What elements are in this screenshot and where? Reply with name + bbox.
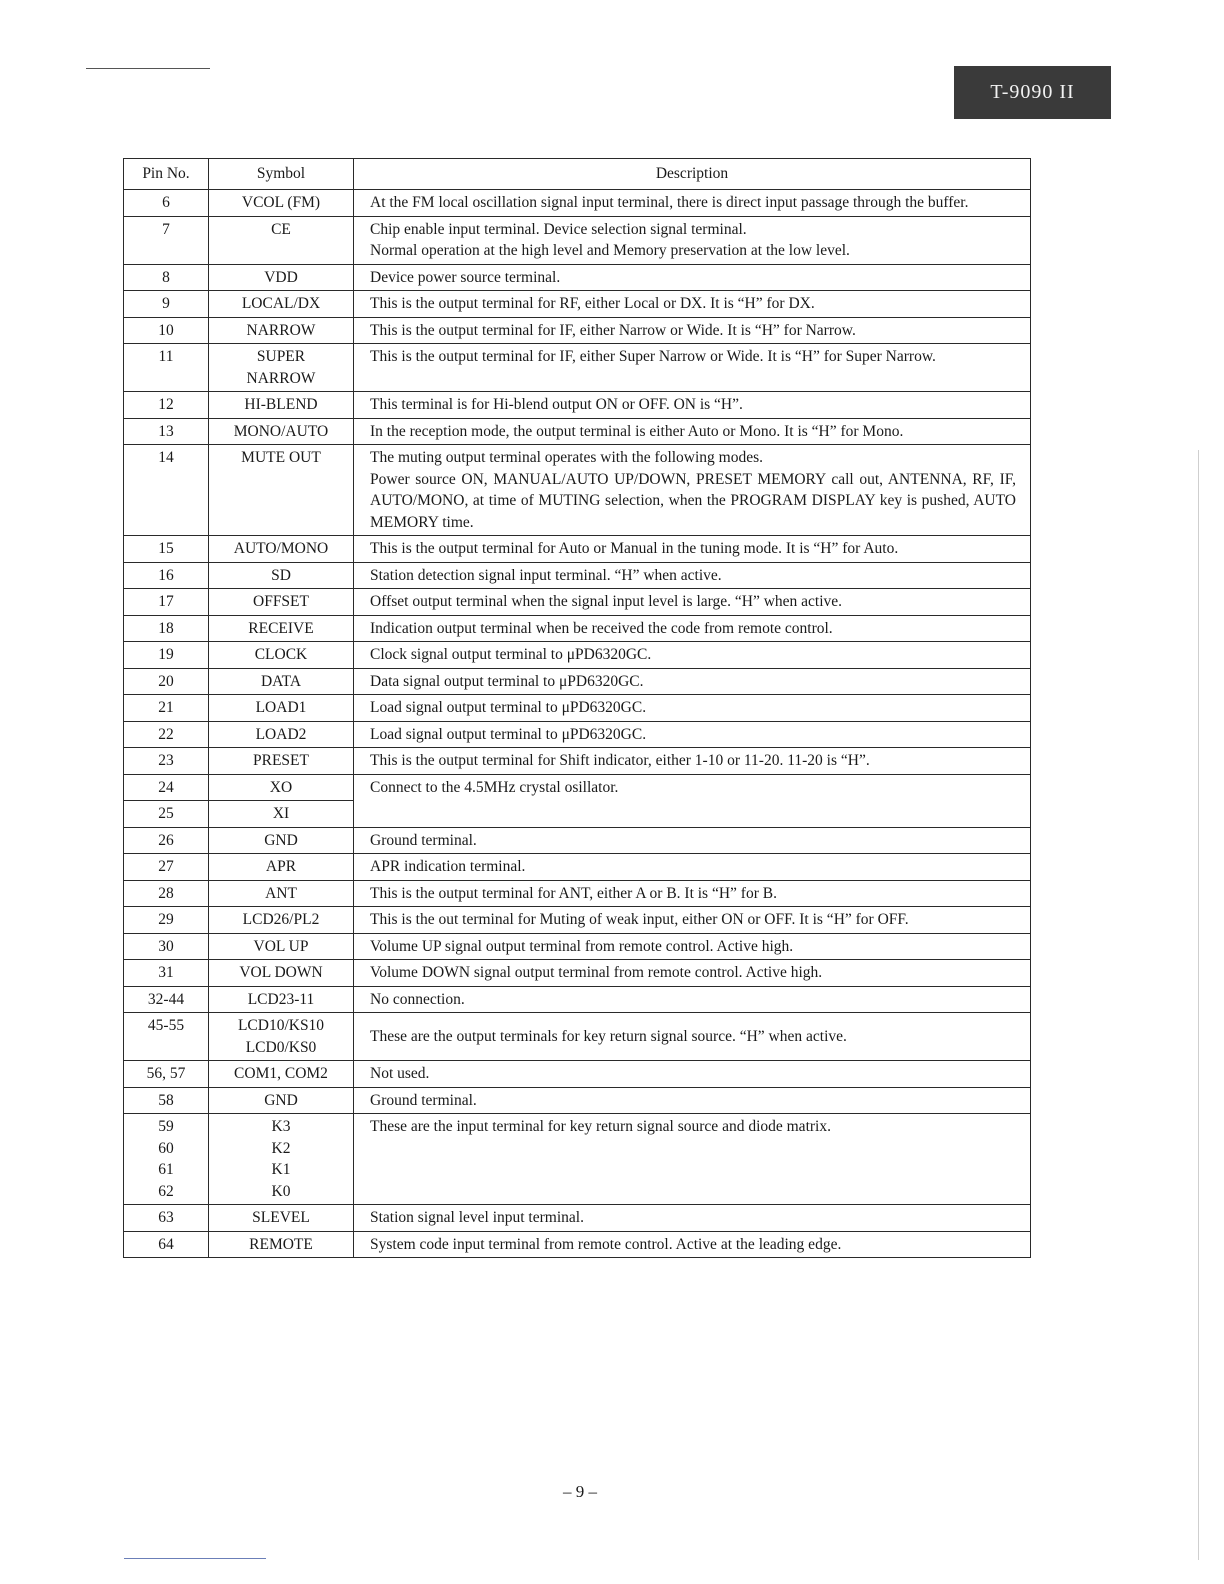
pin-number-cell xyxy=(124,1061,209,1088)
pin-number-cell xyxy=(124,668,209,695)
table-row xyxy=(124,668,1031,695)
pin-number: 27 xyxy=(158,858,174,875)
symbol-cell xyxy=(209,854,354,881)
pin-number-cell xyxy=(124,774,209,801)
description-cell xyxy=(354,190,1031,217)
column-header-symbol: Symbol xyxy=(209,159,354,190)
table-row xyxy=(124,880,1031,907)
pin-number-cell xyxy=(124,748,209,775)
description-text: These are the input terminal for key return signal source and diode matrix. xyxy=(370,1118,831,1135)
symbol-name: GND xyxy=(264,831,298,849)
description-text: This terminal is for Hi-blend output ON or OFF. ON is “H”. xyxy=(370,396,743,413)
symbol-name: SUPER xyxy=(256,348,306,365)
description-cell xyxy=(354,216,1031,264)
symbol-cell xyxy=(209,317,354,344)
symbol-cell xyxy=(209,615,354,642)
symbol-name: MONO/AUTO xyxy=(233,422,329,440)
symbol-name: XI xyxy=(272,805,290,822)
table-row xyxy=(124,907,1031,934)
symbol-name: VCOL (FM) xyxy=(241,194,321,211)
description-cell xyxy=(354,1231,1031,1258)
description-cell xyxy=(354,854,1031,881)
description-cell xyxy=(354,880,1031,907)
symbol-name: K3 xyxy=(271,1118,291,1135)
table-row xyxy=(124,536,1031,563)
pin-number: 12 xyxy=(158,396,174,413)
symbol-name: CLOCK xyxy=(254,646,308,663)
symbol-cell xyxy=(209,827,354,854)
pin-number-cell xyxy=(124,344,209,392)
description-cell xyxy=(354,1205,1031,1232)
page-edge-rule xyxy=(1198,450,1199,1560)
description-cell xyxy=(354,536,1031,563)
symbol-cell xyxy=(209,291,354,318)
description-text: This is the output terminal for IF, either Narrow or Wide. It is “H” for Narrow. xyxy=(370,321,856,339)
pin-number-cell xyxy=(124,827,209,854)
description-text: Volume DOWN signal output terminal from remote control. Active high. xyxy=(370,964,823,981)
pin-number-cell xyxy=(124,880,209,907)
pin-number: 60 xyxy=(158,1139,174,1157)
pin-number: 11 xyxy=(158,348,174,365)
symbol-name: LCD26/PL2 xyxy=(242,911,320,928)
pin-number: 9 xyxy=(162,295,170,312)
table-row xyxy=(124,695,1031,722)
pin-number: 63 xyxy=(158,1209,174,1226)
symbol-name: LOAD2 xyxy=(255,725,307,743)
description-text: Station detection signal input terminal. “H” when active. xyxy=(370,566,722,584)
pin-number: 8 xyxy=(162,268,170,286)
symbol-cell xyxy=(209,536,354,563)
table-row xyxy=(124,317,1031,344)
symbol-cell xyxy=(209,1013,354,1061)
description-text: System code input terminal from remote control. Active at the leading edge. xyxy=(370,1235,842,1253)
symbol-name: REMOTE xyxy=(249,1235,313,1253)
table-row xyxy=(124,392,1031,419)
pin-number-cell xyxy=(124,317,209,344)
table-row xyxy=(124,642,1031,669)
symbol-name: VOL DOWN xyxy=(239,964,323,981)
description-cell xyxy=(354,695,1031,722)
pin-number-cell xyxy=(124,615,209,642)
pin-number-cell xyxy=(124,589,209,616)
description-text: Volume UP signal output terminal from remote control. Active high. xyxy=(370,937,794,955)
pin-number: 30 xyxy=(158,937,174,955)
symbol-cell xyxy=(209,774,354,801)
symbol-cell xyxy=(209,190,354,217)
pin-number: 58 xyxy=(158,1091,174,1109)
pin-number: 7 xyxy=(162,220,170,238)
symbol-cell xyxy=(209,264,354,291)
description-cell xyxy=(354,986,1031,1013)
symbol-name: MUTE OUT xyxy=(241,449,321,466)
pin-number: 6 xyxy=(162,194,170,211)
description-text: Load signal output terminal to μPD6320GC. xyxy=(370,725,647,743)
pin-number-cell xyxy=(124,190,209,217)
symbol-name: OFFSET xyxy=(253,593,309,610)
symbol-name: K2 xyxy=(271,1139,291,1157)
pin-number: 62 xyxy=(158,1182,174,1200)
symbol-name: GND xyxy=(264,1091,298,1109)
table-row xyxy=(124,291,1031,318)
table-header-row xyxy=(124,159,1031,190)
symbol-name: NARROW xyxy=(246,369,316,387)
table-row xyxy=(124,1114,1031,1205)
description-text: Data signal output terminal to μPD6320GC. xyxy=(370,672,644,690)
symbol-cell xyxy=(209,1061,354,1088)
symbol-name: HI-BLEND xyxy=(244,396,318,413)
description-cell xyxy=(354,668,1031,695)
pin-number-cell xyxy=(124,291,209,318)
pin-number-cell xyxy=(124,1205,209,1232)
description-text: The muting output terminal operates with the following modes. xyxy=(370,449,764,466)
description-cell xyxy=(354,418,1031,445)
description-text: This is the output terminal for Shift indicator, either 1-10 or 11-20. 11-20 is “H”. xyxy=(370,752,870,769)
symbol-name: ANT xyxy=(265,884,297,902)
symbol-name: LOCAL/DX xyxy=(241,295,321,312)
description-cell xyxy=(354,642,1031,669)
symbol-cell xyxy=(209,1231,354,1258)
description-cell xyxy=(354,960,1031,987)
symbol-name: LCD0/KS0 xyxy=(245,1038,317,1056)
description-text: This is the output terminal for RF, either Local or DX. It is “H” for DX. xyxy=(370,295,815,312)
pin-number: 45-55 xyxy=(147,1017,185,1034)
description-cell xyxy=(354,774,1031,827)
description-cell xyxy=(354,344,1031,392)
pin-number: 28 xyxy=(158,884,174,902)
column-header-description: Description xyxy=(354,159,1031,190)
description-cell xyxy=(354,589,1031,616)
pin-number-cell xyxy=(124,1231,209,1258)
table-row xyxy=(124,748,1031,775)
pin-number-cell xyxy=(124,392,209,419)
table-row xyxy=(124,615,1031,642)
pin-number: 29 xyxy=(158,911,174,928)
pin-number: 61 xyxy=(158,1161,174,1178)
pin-number-cell xyxy=(124,216,209,264)
symbol-name: XO xyxy=(269,778,293,796)
symbol-name: NARROW xyxy=(246,321,316,339)
table-row xyxy=(124,1087,1031,1114)
pin-number-cell xyxy=(124,854,209,881)
symbol-cell xyxy=(209,695,354,722)
description-cell xyxy=(354,1013,1031,1061)
table-row xyxy=(124,418,1031,445)
description-cell xyxy=(354,1061,1031,1088)
symbol-cell xyxy=(209,986,354,1013)
description-cell xyxy=(354,827,1031,854)
pin-number-cell xyxy=(124,642,209,669)
pin-number-cell xyxy=(124,264,209,291)
table-row xyxy=(124,1061,1031,1088)
description-text: Normal operation at the high level and Memory preservation at the low level. xyxy=(370,242,850,259)
pin-number-cell xyxy=(124,1114,209,1205)
symbol-name: LCD10/KS10 xyxy=(237,1017,325,1034)
symbol-cell xyxy=(209,1114,354,1205)
table-row xyxy=(124,827,1031,854)
symbol-cell xyxy=(209,216,354,264)
symbol-name: VOL UP xyxy=(253,937,309,955)
top-rule xyxy=(86,68,210,69)
table-row xyxy=(124,445,1031,536)
symbol-cell xyxy=(209,445,354,536)
pin-number-cell xyxy=(124,1087,209,1114)
table-row xyxy=(124,1231,1031,1258)
symbol-name: LOAD1 xyxy=(255,699,307,716)
pin-number: 16 xyxy=(158,566,174,584)
symbol-cell xyxy=(209,721,354,748)
symbol-name: K0 xyxy=(271,1182,291,1200)
pin-number: 13 xyxy=(158,422,174,440)
pin-number: 21 xyxy=(158,699,174,716)
pin-number: 22 xyxy=(158,725,174,743)
symbol-name: COM1, COM2 xyxy=(234,1065,328,1082)
symbol-name: PRESET xyxy=(253,752,309,769)
symbol-name: SLEVEL xyxy=(252,1209,310,1226)
description-text: Ground terminal. xyxy=(370,831,477,849)
description-text: Chip enable input terminal. Device selection signal terminal. xyxy=(370,220,747,238)
description-text: Connect to the 4.5MHz crystal osillator. xyxy=(370,778,619,796)
table-row xyxy=(124,216,1031,264)
symbol-cell xyxy=(209,960,354,987)
pin-description-table xyxy=(123,158,1031,1258)
pin-number-cell xyxy=(124,933,209,960)
symbol-name: VDD xyxy=(264,268,298,286)
pin-number-cell xyxy=(124,721,209,748)
symbol-cell xyxy=(209,418,354,445)
pin-number: 15 xyxy=(158,540,174,557)
symbol-cell xyxy=(209,642,354,669)
description-cell xyxy=(354,317,1031,344)
symbol-name: RECEIVE xyxy=(248,619,314,637)
description-text: These are the output terminals for key return signal source. “H” when active. xyxy=(370,1027,847,1045)
description-cell xyxy=(354,748,1031,775)
pin-number-cell xyxy=(124,1013,209,1061)
table-row xyxy=(124,190,1031,217)
pin-number-cell xyxy=(124,907,209,934)
description-cell xyxy=(354,933,1031,960)
pin-number-cell xyxy=(124,960,209,987)
description-text: APR indication terminal. xyxy=(370,858,526,875)
pin-number: 23 xyxy=(158,752,174,769)
description-cell xyxy=(354,615,1031,642)
symbol-cell xyxy=(209,801,354,828)
description-text: Station signal level input terminal. xyxy=(370,1209,584,1226)
symbol-cell xyxy=(209,589,354,616)
description-cell xyxy=(354,562,1031,589)
symbol-cell xyxy=(209,668,354,695)
description-text: This is the output terminal for IF, either Super Narrow or Wide. It is “H” for Super Narrow. xyxy=(370,348,936,365)
table-row xyxy=(124,1013,1031,1061)
pin-number: 64 xyxy=(158,1235,174,1253)
symbol-cell xyxy=(209,907,354,934)
symbol-cell xyxy=(209,1205,354,1232)
pin-number: 19 xyxy=(158,646,174,663)
pin-number-cell xyxy=(124,536,209,563)
model-badge: T-9090 II xyxy=(954,66,1111,119)
description-text: Clock signal output terminal to μPD6320GC. xyxy=(370,646,652,663)
description-cell xyxy=(354,1087,1031,1114)
symbol-name: SD xyxy=(271,566,291,584)
table-row xyxy=(124,344,1031,392)
description-text: Ground terminal. xyxy=(370,1091,477,1109)
pin-number-cell xyxy=(124,418,209,445)
table-body xyxy=(124,190,1031,1258)
description-cell xyxy=(354,291,1031,318)
description-cell xyxy=(354,392,1031,419)
table-row xyxy=(124,933,1031,960)
pin-number: 10 xyxy=(158,321,174,339)
symbol-cell xyxy=(209,344,354,392)
description-cell xyxy=(354,721,1031,748)
table-row xyxy=(124,986,1031,1013)
symbol-name: K1 xyxy=(271,1161,291,1178)
pin-number: 25 xyxy=(158,805,174,822)
pin-number: 26 xyxy=(158,831,174,849)
symbol-cell xyxy=(209,562,354,589)
symbol-cell xyxy=(209,392,354,419)
table-row xyxy=(124,589,1031,616)
column-header-pin: Pin No. xyxy=(124,159,209,190)
pin-number: 24 xyxy=(158,778,174,796)
description-text: In the reception mode, the output terminal is either Auto or Mono. It is “H” for Mono. xyxy=(370,422,904,440)
pin-number: 32-44 xyxy=(147,990,185,1008)
page-number: – 9 – xyxy=(563,1482,597,1501)
table-row xyxy=(124,854,1031,881)
symbol-cell xyxy=(209,880,354,907)
description-text: At the FM local oscillation signal input terminal, there is direct input passage through the buffer. xyxy=(370,194,969,211)
bottom-rule xyxy=(124,1558,266,1559)
pin-number: 20 xyxy=(158,672,174,690)
description-text: This is the out terminal for Muting of weak input, either ON or OFF. It is “H” for OFF. xyxy=(370,911,909,928)
description-text: This is the output terminal for Auto or Manual in the tuning mode. It is “H” for Auto. xyxy=(370,540,899,557)
pin-number-cell xyxy=(124,445,209,536)
description-text: This is the output terminal for ANT, either A or B. It is “H” for B. xyxy=(370,884,777,902)
description-text: Device power source terminal. xyxy=(370,268,561,286)
pin-number-cell xyxy=(124,695,209,722)
pin-number: 14 xyxy=(158,449,174,466)
symbol-cell xyxy=(209,748,354,775)
table-row xyxy=(124,721,1031,748)
description-cell xyxy=(354,264,1031,291)
description-text: Load signal output terminal to μPD6320GC. xyxy=(370,699,647,716)
table-row xyxy=(124,774,1031,801)
pin-number: 17 xyxy=(158,593,174,610)
table-row xyxy=(124,960,1031,987)
description-text: Offset output terminal when the signal input level is large. “H” when active. xyxy=(370,593,843,610)
symbol-name: APR xyxy=(265,858,297,875)
description-cell xyxy=(354,907,1031,934)
table-row xyxy=(124,1205,1031,1232)
description-cell xyxy=(354,445,1031,536)
symbol-cell xyxy=(209,933,354,960)
description-cell xyxy=(354,1114,1031,1205)
pin-number-cell xyxy=(124,986,209,1013)
pin-number: 56, 57 xyxy=(146,1065,186,1082)
pin-number-cell xyxy=(124,562,209,589)
symbol-name: CE xyxy=(271,220,291,238)
table-row xyxy=(124,562,1031,589)
symbol-name: DATA xyxy=(260,672,302,690)
symbol-name: LCD23-11 xyxy=(247,990,315,1008)
table-row xyxy=(124,264,1031,291)
description-text: Power source ON, MANUAL/AUTO UP/DOWN, PRESET MEMORY call out, ANTENNA, RF, IF, AUTO/MONO, at time of MUTING selection, when the PROGRAM DISPLAY key is pushed, AUTO MEMORY time. xyxy=(370,470,1016,531)
symbol-name: AUTO/MONO xyxy=(233,540,329,557)
description-text: No connection. xyxy=(370,990,465,1008)
symbol-cell xyxy=(209,1087,354,1114)
pin-number-cell xyxy=(124,801,209,828)
description-text: Indication output terminal when be received the code from remote control. xyxy=(370,619,833,637)
description-text: Not used. xyxy=(370,1065,430,1082)
pin-number: 18 xyxy=(158,619,174,637)
pin-number: 59 xyxy=(158,1118,174,1135)
pin-number: 31 xyxy=(158,964,174,981)
